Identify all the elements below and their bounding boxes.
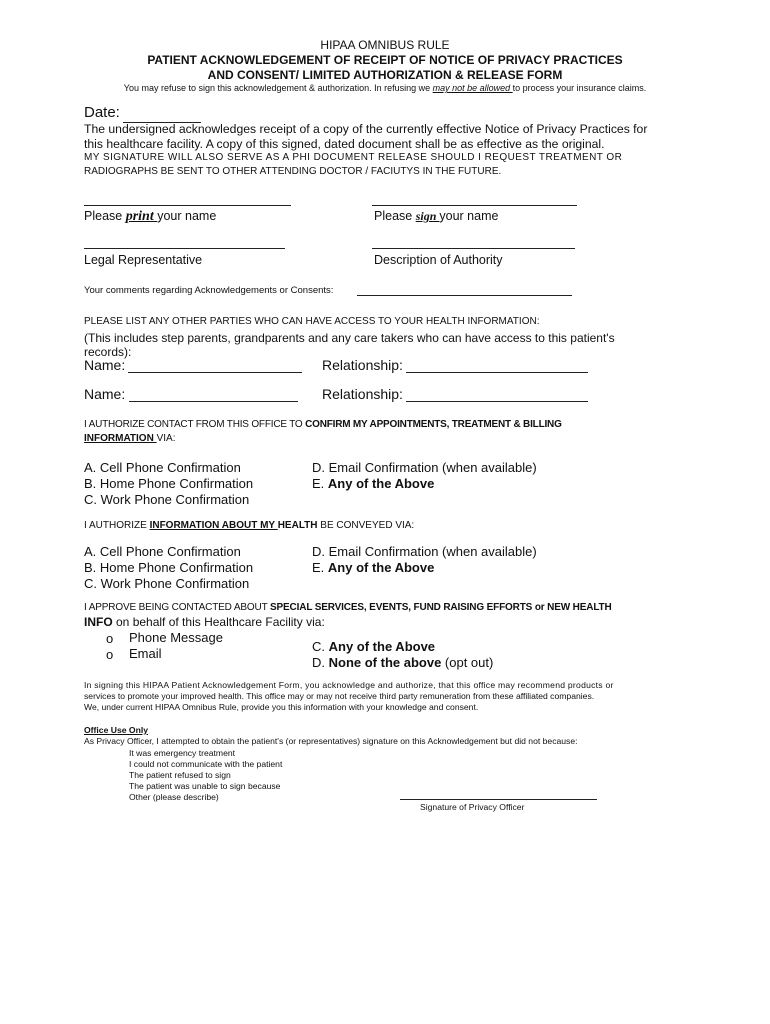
print-name-label-a: Please (84, 209, 126, 223)
party-1-relationship-field[interactable] (406, 358, 588, 373)
refusal-notice-emphasis: may not be allowed (432, 83, 513, 93)
refusal-notice (0, 83, 770, 93)
special-bullet-2: o (106, 647, 114, 662)
special-approval-heading (84, 602, 612, 613)
sign-name-label (374, 209, 498, 224)
contact-option-d[interactable]: D. Email Confirmation (when available) (312, 460, 537, 475)
print-name-emphasis: print (125, 209, 158, 224)
parties-heading: PLEASE LIST ANY OTHER PARTIES WHO CAN HAVE ACCESS TO YOUR HEALTH INFORMATION: (84, 316, 540, 327)
special-option-email[interactable]: Email (129, 646, 162, 661)
special-bullet-1: o (106, 631, 114, 646)
form-title-line-1: PATIENT ACKNOWLEDGEMENT OF RECEIPT OF NOTICE OF PRIVACY PRACTICES (147, 53, 623, 67)
legal-rep-line[interactable] (84, 248, 285, 249)
special-option-phone[interactable]: Phone Message (129, 630, 223, 645)
health-word: HEALTH (277, 520, 318, 531)
health-bold: INFORMATION ABOUT MY (149, 520, 278, 531)
health-authorization-heading (84, 520, 414, 531)
health-option-d[interactable]: D. Email Confirmation (when available) (312, 544, 537, 559)
office-reason-1[interactable]: It was emergency treatment (129, 748, 236, 758)
contact-bold: CONFIRM MY APPOINTMENTS, TREATMENT & BILLING (305, 419, 562, 430)
contact-option-b[interactable]: B. Home Phone Confirmation (84, 476, 254, 491)
health-option-c[interactable]: C. Work Phone Confirmation (84, 576, 250, 591)
form-title-line-2: AND CONSENT/ LIMITED AUTHORIZATION & RELEASE FORM (207, 68, 563, 82)
office-reason-3[interactable]: The patient refused to sign (129, 770, 231, 780)
party-1-relationship-label: Relationship: (322, 357, 403, 373)
party-2-name-label: Name: (84, 386, 126, 402)
contact-option-e-text: Any of the Above (327, 476, 435, 491)
date-label: Date: (84, 104, 120, 121)
comments-field[interactable] (357, 283, 572, 296)
health-rest: BE CONVEYED VIA: (317, 520, 415, 531)
contact-authorization-heading (84, 419, 562, 430)
party-1-name-field[interactable] (128, 358, 302, 373)
authority-label: Description of Authority (374, 253, 503, 267)
sign-name-label-c: your name (439, 209, 499, 223)
office-use-heading: Office Use Only (84, 725, 148, 735)
office-use-intro: As Privacy Officer, I attempted to obtain the patient's (or representatives) signature on this Acknowledgement but did not because: (84, 736, 578, 746)
refusal-notice-part-a: You may refuse to sign this acknowledgement & authorization. In refusing we (123, 83, 433, 93)
special-option-c-text: Any of the Above (328, 639, 436, 654)
special-line-2: on behalf of this Healthcare Facility via: (112, 615, 325, 629)
party-2-relationship-label: Relationship: (322, 386, 403, 402)
office-reason-2[interactable]: I could not communicate with the patient (129, 759, 283, 769)
party-2-name-field[interactable] (129, 387, 298, 402)
contact-via: VIA: (156, 433, 176, 444)
ack-line-4: RADIOGRAPHS BE SENT TO OTHER ATTENDING DOCTOR / FACIUTYS IN THE FUTURE. (84, 166, 502, 177)
special-option-d-letter: D. (312, 655, 329, 670)
print-name-label (84, 209, 216, 225)
contact-bold-2: INFORMATION (84, 433, 157, 444)
office-reason-4[interactable]: The patient was unable to sign because (129, 781, 281, 791)
authority-line[interactable] (372, 248, 575, 249)
health-option-e-text: Any of the Above (327, 560, 435, 575)
ack-line-2: this healthcare facility. A copy of this signed, dated document shall be as effective as the original. (84, 137, 605, 151)
special-intro: I APPROVE BEING CONTACTED ABOUT (84, 602, 270, 613)
refusal-notice-part-c: to process your insurance claims. (512, 83, 647, 93)
legal-rep-label: Legal Representative (84, 253, 203, 267)
office-reason-5[interactable]: Other (please describe) (129, 792, 219, 802)
party-2-relationship-field[interactable] (406, 387, 588, 402)
print-name-line[interactable] (84, 205, 291, 206)
health-option-b[interactable]: B. Home Phone Confirmation (84, 560, 254, 575)
ack-line-1: The undersigned acknowledges receipt of a copy of the currently effective Notice of Privacy Practices for (84, 122, 648, 136)
health-option-e-letter: E. (312, 560, 328, 575)
sign-name-label-a: Please (374, 209, 416, 223)
disclaimer-line-2: services to promote your improved health. This office may or may not receive third party remuneration from these affiliated companies. (84, 691, 595, 701)
parties-note-1: (This includes step parents, grandparents and any care takers who can have access to this patient's (84, 331, 615, 345)
contact-option-e-letter: E. (312, 476, 328, 491)
health-option-a[interactable]: A. Cell Phone Confirmation (84, 544, 241, 559)
special-option-c[interactable] (312, 639, 435, 654)
special-bold: SPECIAL SERVICES, EVENTS, FUND RAISING EFFORTS or NEW HEALTH (269, 602, 612, 613)
health-intro: I AUTHORIZE (84, 520, 150, 531)
special-option-c-letter: C. (312, 639, 329, 654)
date-field[interactable] (123, 104, 201, 123)
special-option-d-note: (opt out) (441, 655, 494, 670)
ack-line-3: MY SIGNATURE WILL ALSO SERVE AS A PHI DOCUMENT RELEASE SHOULD I REQUEST TREATMENT OR (84, 152, 623, 163)
contact-authorization-heading-2 (84, 433, 176, 444)
contact-option-a[interactable]: A. Cell Phone Confirmation (84, 460, 241, 475)
special-info-bold: INFO (84, 615, 113, 629)
sign-name-emphasis: sign (415, 209, 440, 223)
party-1-name-label: Name: (84, 357, 126, 373)
contact-option-c[interactable]: C. Work Phone Confirmation (84, 492, 250, 507)
parties-note-2: records): (84, 345, 132, 359)
print-name-label-c: your name (157, 209, 217, 223)
comments-label: Your comments regarding Acknowledgements or Consents: (84, 285, 334, 296)
contact-intro: I AUTHORIZE CONTACT FROM THIS OFFICE TO (84, 419, 306, 430)
privacy-officer-signature-line[interactable] (400, 799, 597, 800)
rule-title: HIPAA OMNIBUS RULE (320, 38, 450, 52)
special-option-d[interactable] (312, 655, 493, 670)
contact-option-e[interactable] (312, 476, 434, 491)
privacy-officer-signature-label: Signature of Privacy Officer (420, 802, 525, 812)
sign-name-line[interactable] (372, 205, 577, 206)
health-option-e[interactable] (312, 560, 434, 575)
special-approval-heading-2 (84, 615, 325, 629)
disclaimer-line-3: We, under current HIPAA Omnibus Rule, provide you this information with your knowledge and consent. (84, 702, 479, 712)
disclaimer-line-1: In signing this HIPAA Patient Acknowledgement Form, you acknowledge and authorize, that this office may recommend products or (84, 680, 614, 690)
special-option-d-text: None of the above (328, 655, 442, 670)
